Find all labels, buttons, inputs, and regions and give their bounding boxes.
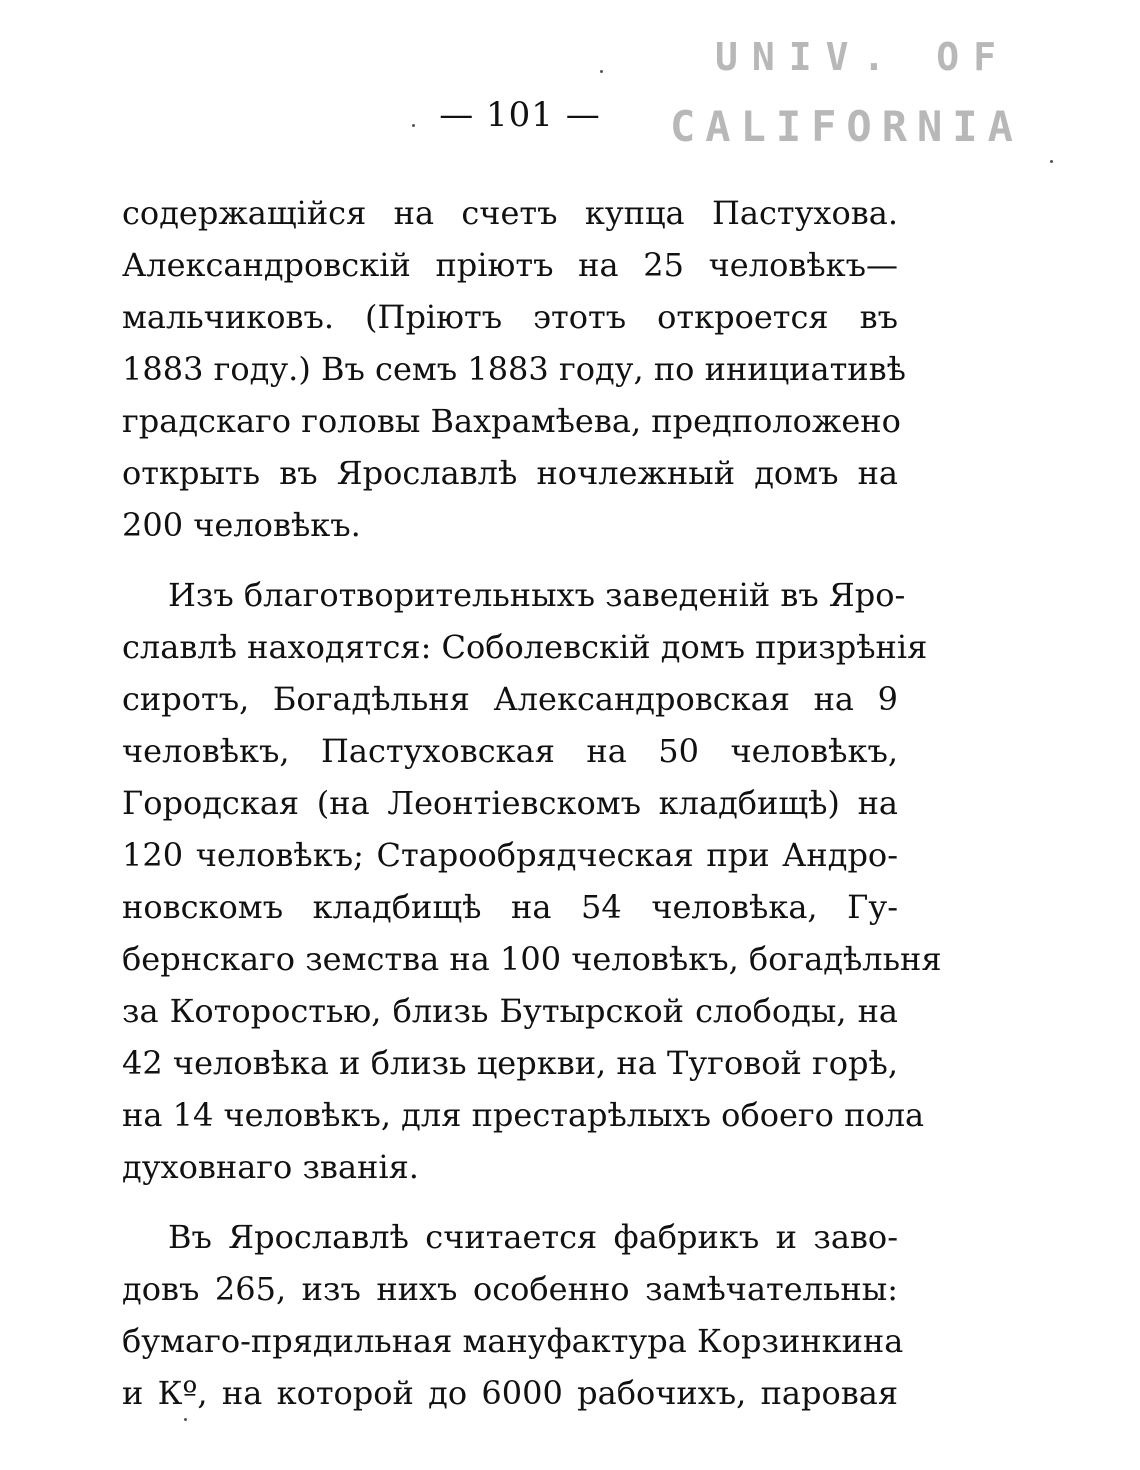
text-line: Александровскій пріютъ на 25 человѣкъ— (122, 246, 898, 284)
text-line: открыть въ Ярославлѣ ночлежный домъ на (122, 454, 898, 492)
paragraph-1 (122, 187, 906, 551)
page-number: — 101 — (439, 95, 601, 135)
text-line: 1883 году.) Въ семъ 1883 году, по инициативѣ (122, 350, 906, 388)
text-line: духовнаго званія. (122, 1148, 419, 1186)
text-line: мальчиковъ. (Пріютъ этотъ откроется въ (122, 298, 898, 336)
text-line: довъ 265, изъ нихъ особенно замѣчательны: (122, 1270, 898, 1308)
text-line: бернскаго земства на 100 человѣкъ, богадѣльня (122, 940, 942, 978)
text-line: Городская (на Леонтіевскомъ кладбищѣ) на (122, 784, 898, 822)
body-text (122, 187, 942, 1419)
library-stamp-line-1: UNIV. OF (715, 35, 1011, 79)
text-line: бумаго-прядильная мануфактура Корзинкина (122, 1322, 904, 1360)
library-stamp-line-2: CALIFORNIA (670, 102, 1023, 151)
text-line: 120 человѣкъ; Старообрядческая при Андро- (122, 836, 898, 874)
text-line: славлѣ находятся: Соболевскій домъ призрѣнія (122, 628, 928, 666)
text-line: 200 человѣкъ. (122, 506, 361, 544)
paragraph-2 (122, 569, 942, 1193)
text-line: человѣкъ, Пастуховская на 50 человѣкъ, (122, 732, 898, 770)
text-line: Въ Ярославлѣ считается фабрикъ и заво- (168, 1218, 898, 1256)
scan-speck (600, 70, 603, 73)
text-line: на 14 человѣкъ, для престарѣлыхъ обоего пола (122, 1096, 925, 1134)
text-line: новскомъ кладбищѣ на 54 человѣка, Гу- (122, 888, 898, 926)
text-line: 42 человѣка и близь церкви, на Туговой горѣ, (122, 1044, 898, 1082)
scan-speck (1050, 160, 1053, 163)
text-line: градскаго головы Вахрамѣева, предположено (122, 402, 901, 440)
text-line: содержащійся на счетъ купца Пастухова. (122, 194, 898, 232)
paragraph-3 (122, 1211, 904, 1419)
scan-speck (412, 124, 415, 127)
text-line: за Которостью, близь Бутырской слободы, на (122, 992, 898, 1030)
text-line: Изъ благотворительныхъ заведеній въ Яро- (168, 576, 906, 614)
text-line: и Кº, на которой до 6000 рабочихъ, паровая (122, 1374, 898, 1412)
scan-speck (184, 1418, 187, 1421)
text-line: сиротъ, Богадѣльня Александровская на 9 (122, 680, 898, 718)
